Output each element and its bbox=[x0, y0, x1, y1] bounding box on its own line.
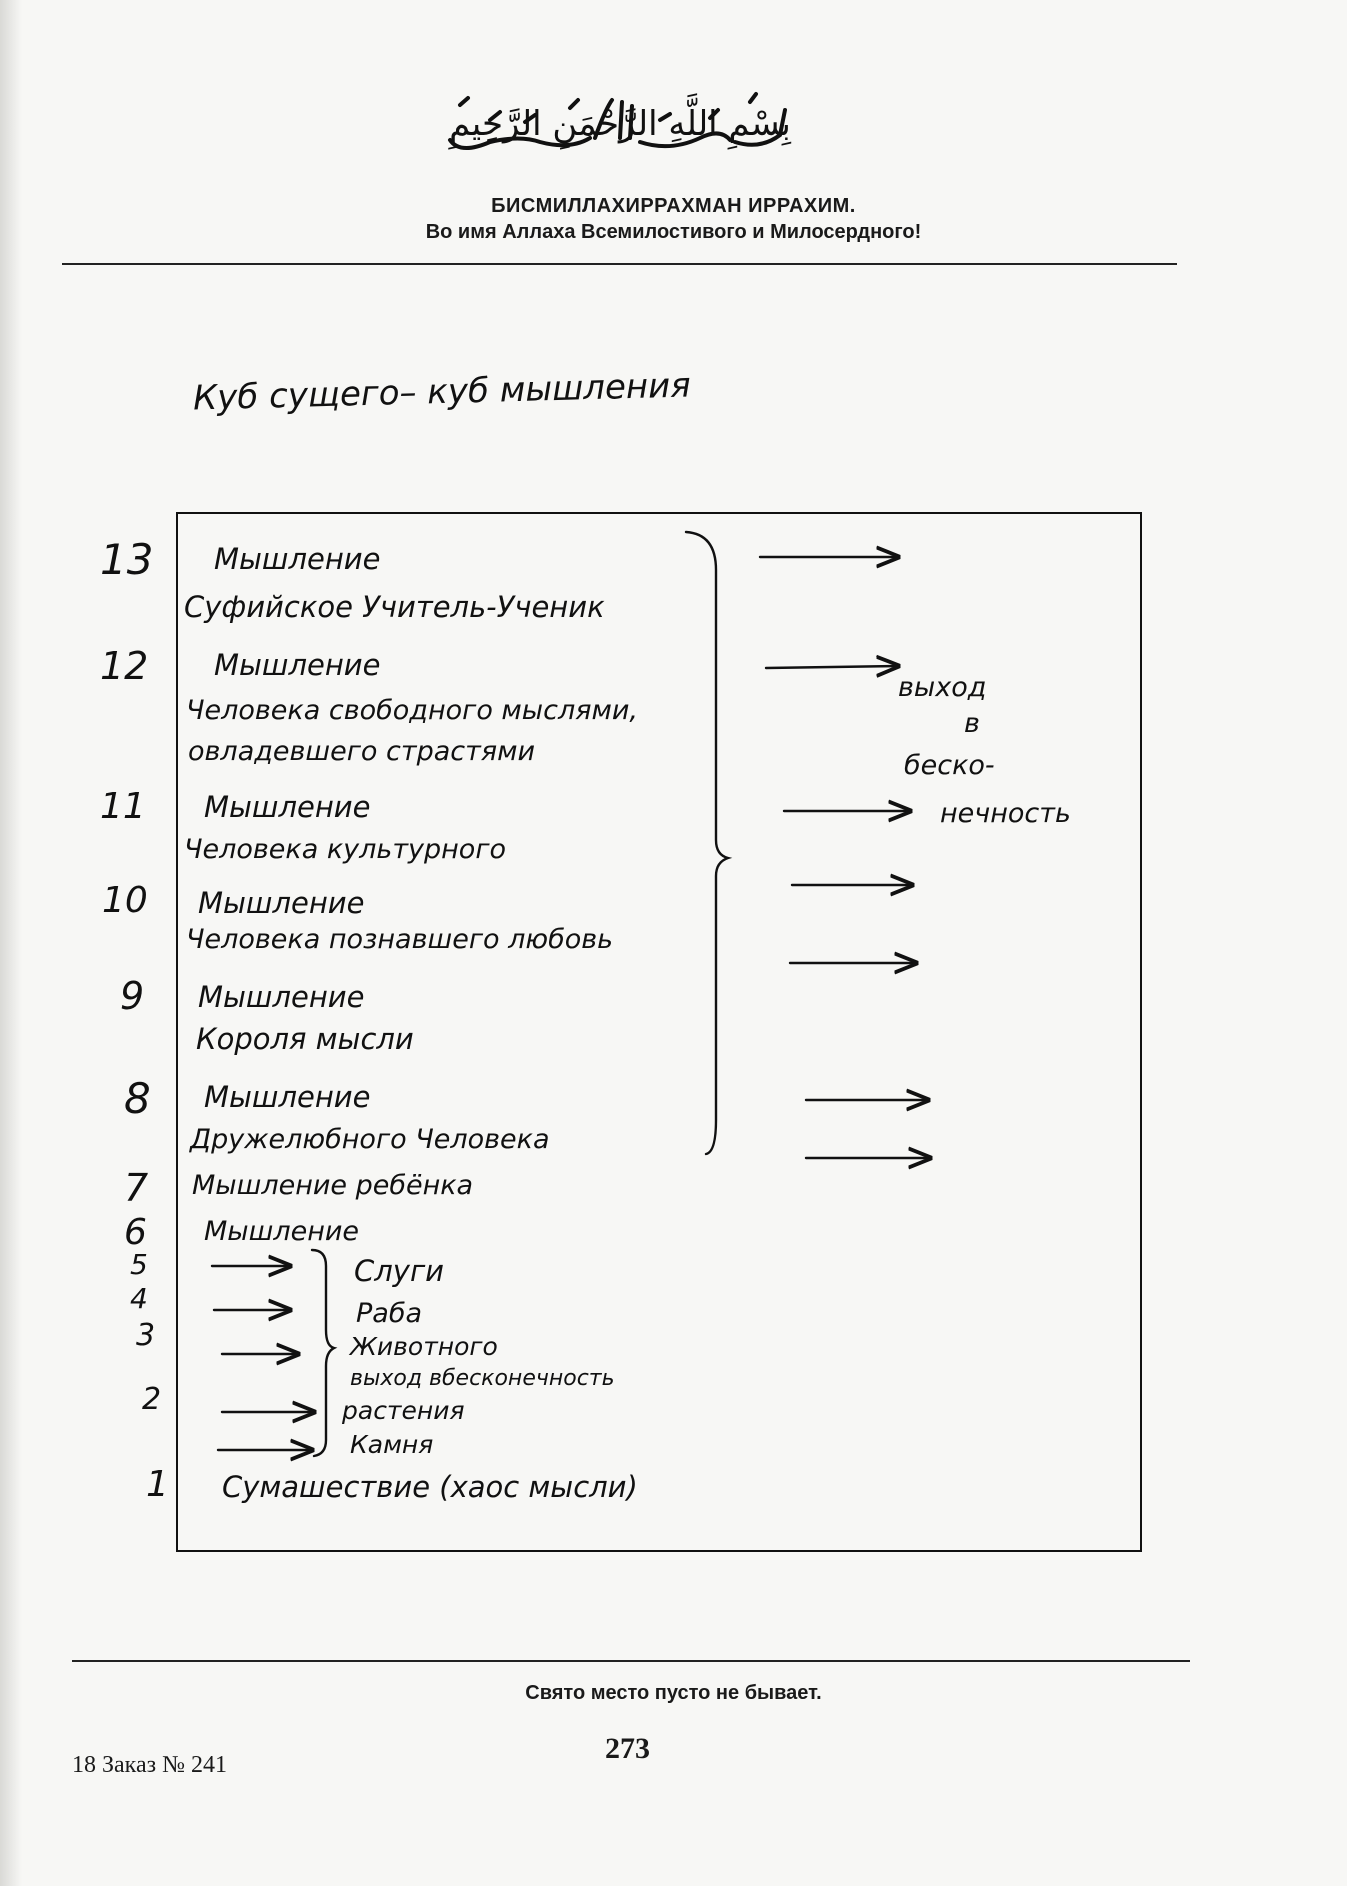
level-number-3: 3 bbox=[136, 1318, 156, 1353]
level-11-label-1: Мышление bbox=[204, 790, 371, 824]
footer-rule bbox=[72, 1660, 1190, 1662]
level-1-chaos-label: Сумашествие (хаос мысли) bbox=[222, 1470, 638, 1504]
exit-label-line-4: нечность bbox=[940, 798, 1071, 829]
level-number-7: 7 bbox=[124, 1166, 149, 1210]
level-number-6: 6 bbox=[124, 1212, 147, 1253]
exit-label-line-2: в bbox=[964, 708, 980, 739]
level-12-label-2: Человека свободного мыслями, bbox=[186, 695, 638, 726]
level-6-label: Мышление bbox=[204, 1216, 359, 1247]
level-9-label-1: Мышление bbox=[198, 980, 365, 1014]
lower-item-plant: растения bbox=[342, 1396, 465, 1425]
exit-label-line-3: беско- bbox=[904, 750, 995, 781]
lower-brace bbox=[312, 1250, 334, 1456]
level-number-2: 2 bbox=[142, 1382, 162, 1417]
upper-brace bbox=[686, 532, 728, 1154]
level-9-label-2: Короля мысли bbox=[196, 1022, 414, 1056]
arabic-text: بِسْمِ اللَّهِ الرَّحْمَنِ الرَّحِيمِ bbox=[449, 104, 791, 144]
level-11-label-2: Человека культурного bbox=[184, 834, 507, 865]
page-number: 273 bbox=[605, 1732, 650, 1765]
level-8-label-1: Мышление bbox=[204, 1080, 371, 1114]
level-13-label-1: Мышление bbox=[214, 542, 381, 576]
arrow-level-12 bbox=[766, 666, 898, 668]
lower-item-stone: Камня bbox=[350, 1430, 434, 1459]
header-line-1: БИСМИЛЛАХИРРАХМАН ИРРАХИМ. bbox=[491, 195, 856, 217]
lower-item-slave: Раба bbox=[356, 1298, 423, 1329]
level-number-12: 12 bbox=[100, 644, 149, 688]
level-number-4: 4 bbox=[130, 1282, 148, 1315]
level-12-label-1: Мышление bbox=[214, 648, 381, 682]
header-line-2: Во имя Аллаха Всемилостивого и Милосердного! bbox=[425, 221, 922, 243]
level-7-label: Мышление ребёнка bbox=[192, 1170, 474, 1201]
level-number-8: 8 bbox=[124, 1074, 151, 1123]
level-10-label-2: Человека познавшего любовь bbox=[186, 924, 614, 955]
level-12-label-3: овладевшего страстями bbox=[188, 736, 536, 767]
lower-item-animal: Животного bbox=[350, 1332, 498, 1361]
level-number-11: 11 bbox=[100, 786, 146, 827]
lower-item-servant: Слуги bbox=[354, 1254, 445, 1288]
level-8-label-2: Дружелюбного Человека bbox=[190, 1124, 550, 1155]
level-10-label-1: Мышление bbox=[198, 886, 365, 920]
exit-label-line-1: выход bbox=[898, 672, 987, 703]
diagram-title: Куб сущего– куб мышления bbox=[192, 365, 692, 419]
level-number-13: 13 bbox=[100, 535, 154, 584]
level-number-10: 10 bbox=[102, 880, 148, 921]
lower-item-exit: выход вбесконечность bbox=[350, 1366, 615, 1391]
level-number-1: 1 bbox=[146, 1464, 169, 1505]
level-number-5: 5 bbox=[130, 1248, 148, 1281]
print-order-number: 18 Заказ № 241 bbox=[72, 1752, 228, 1778]
footer-proverb: Свято место пусто не бывает. bbox=[525, 1682, 822, 1704]
level-13-label-2: Суфийское Учитель-Ученик bbox=[184, 590, 605, 624]
level-number-9: 9 bbox=[120, 974, 145, 1018]
